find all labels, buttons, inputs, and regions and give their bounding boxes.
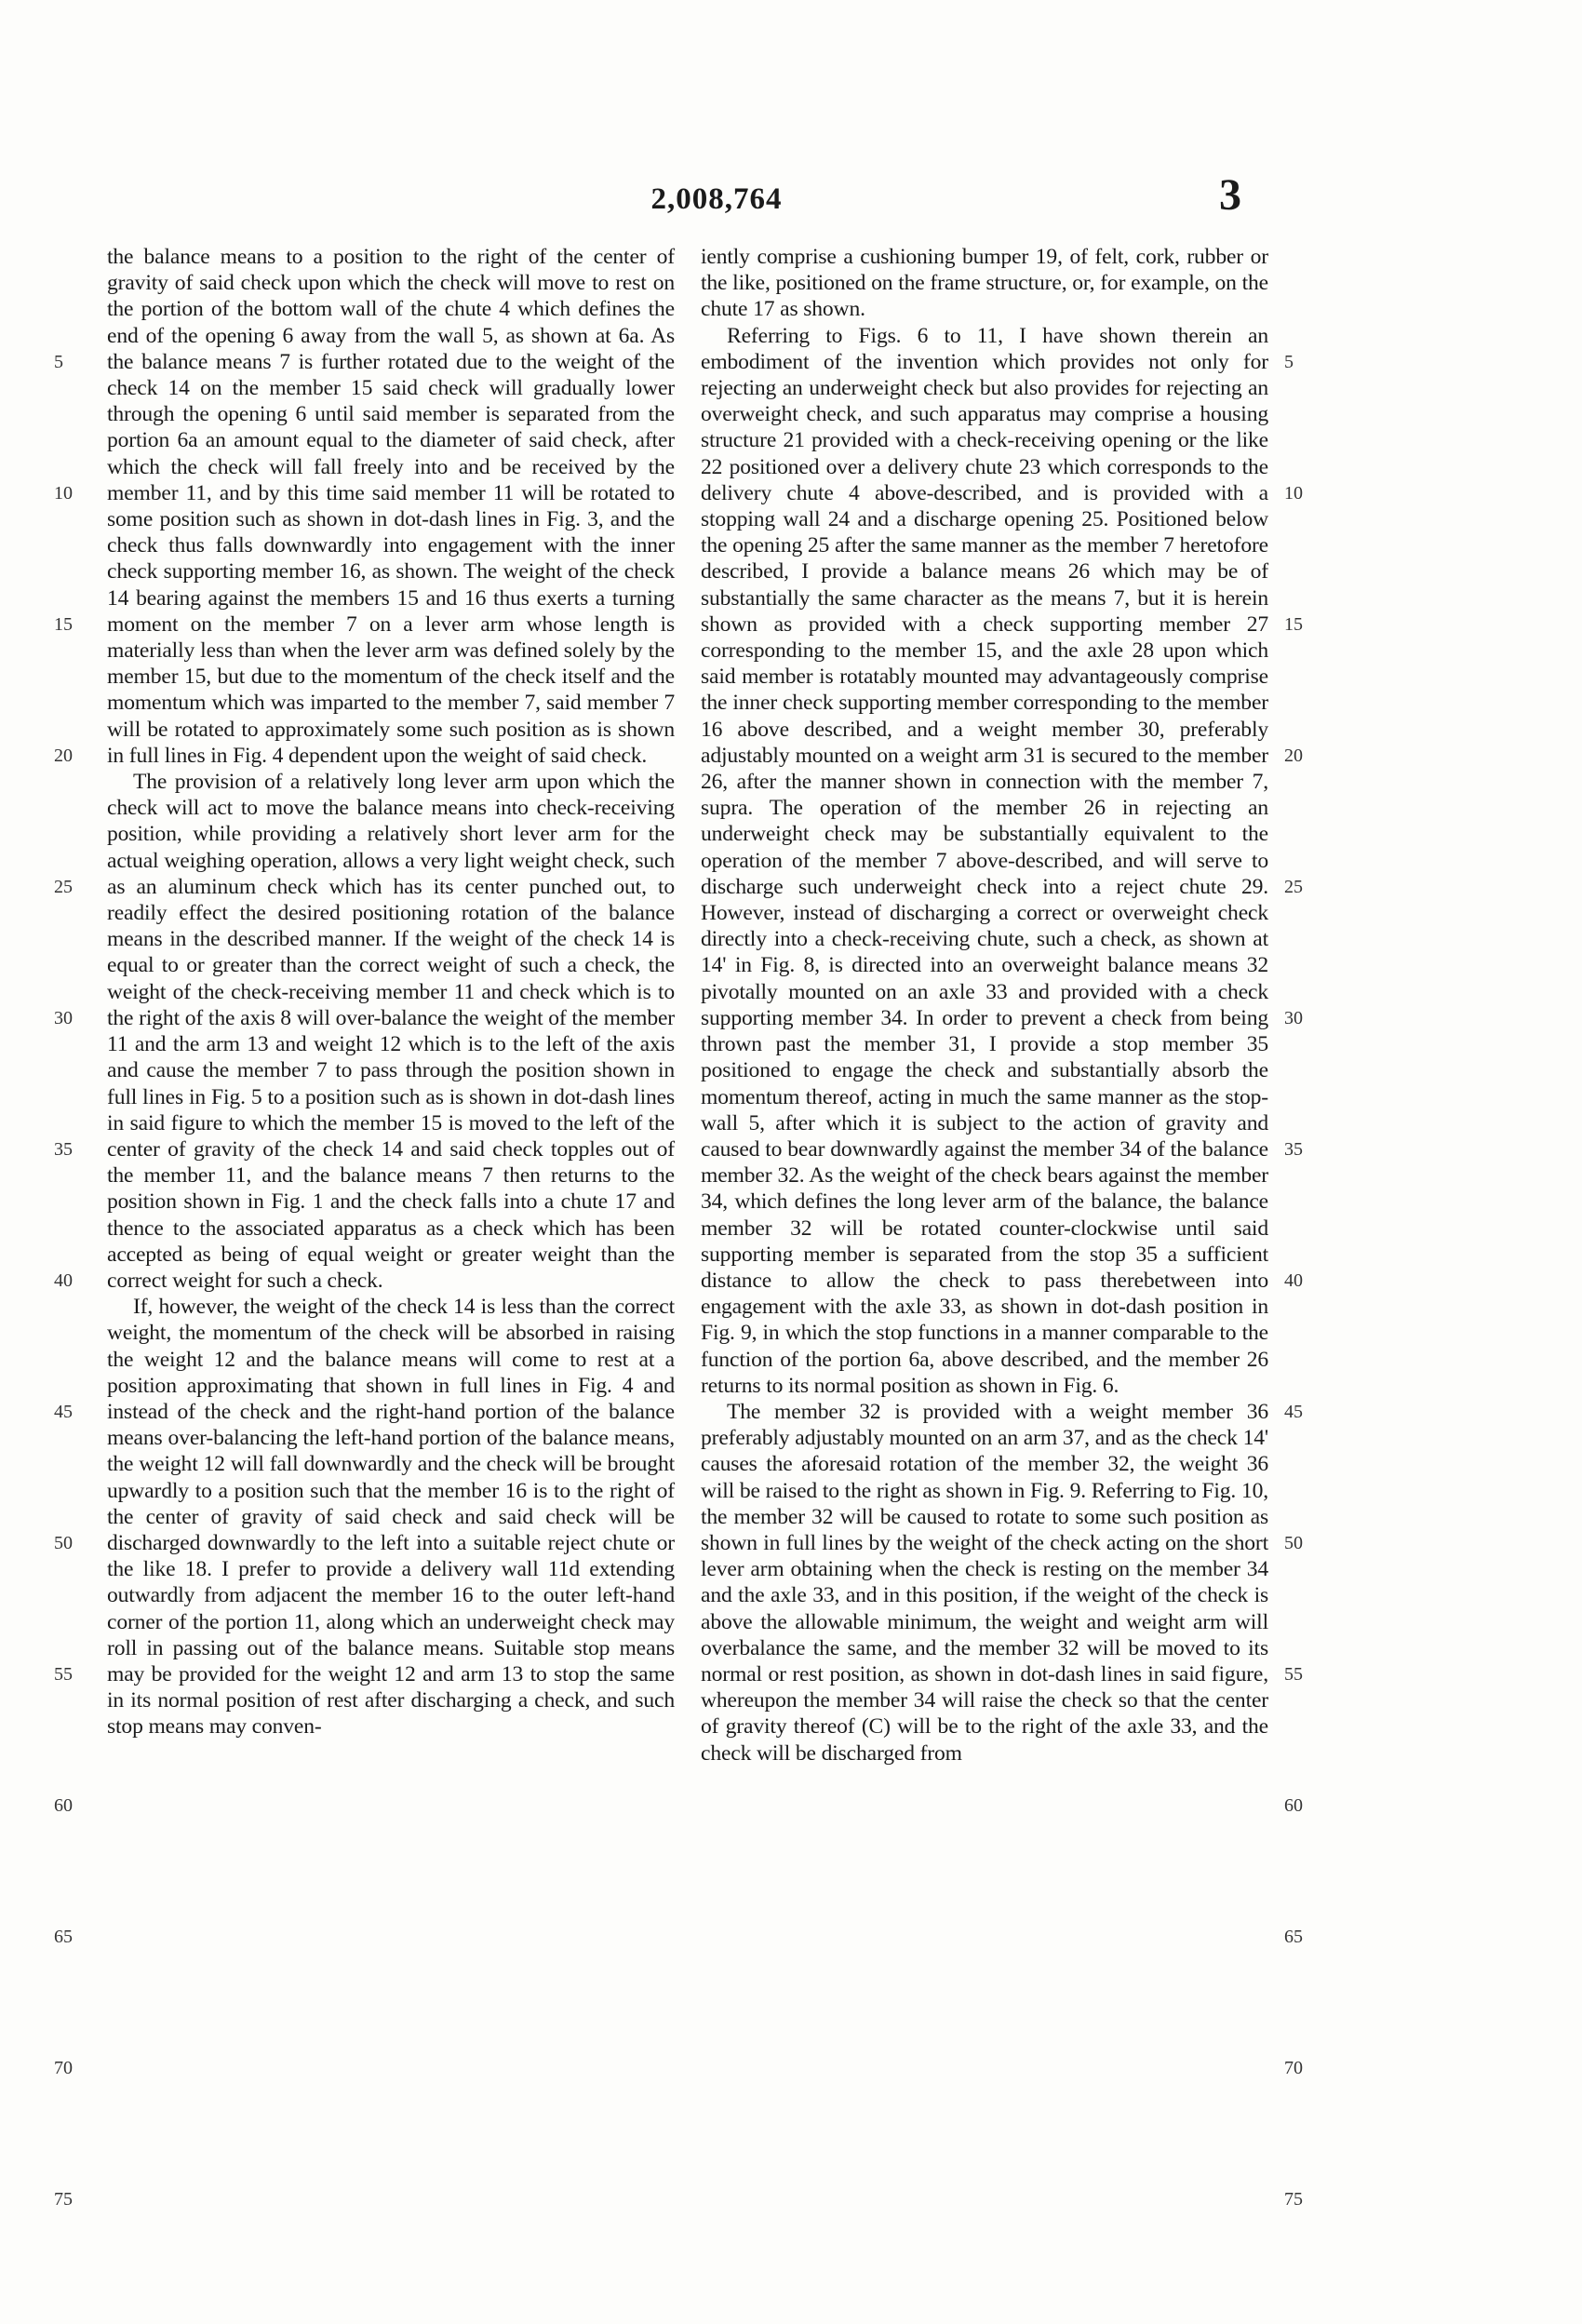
- line-number: 50: [54, 1533, 73, 1553]
- paragraph: If, however, the weight of the check 14 is less than the correct weight, the momentum of the check will be absorbed in raising the weight 12 and the balance means will come to rest at a position approximating that shown in full lines in Fig. 4 and instead of the check and the right-hand portion of the balance means over-balancing the left-hand portion of the balance means, the weight 12 will fall downwardly and the check will be brought upwardly to a position such that the member 16 is to the right of the center of gravity of said check and said check will be discharged downwardly to the left into a suitable reject chute or the like 18. I prefer to provide a delivery wall 11d extending outwardly from adjacent the member 16 to the outer left-hand corner of the portion 11, along which an underweight check may roll in passing out of the balance means. Suitable stop means may be provided for the weight 12 and arm 13 to stop the same in its normal position of rest after discharging a check, and such stop means may conven-: [107, 1295, 675, 1740]
- line-number: 40: [54, 1270, 73, 1291]
- line-number: 60: [1284, 1795, 1303, 1816]
- line-number: 5: [54, 352, 63, 372]
- line-number: 50: [1284, 1533, 1303, 1553]
- line-number: 70: [54, 2058, 73, 2078]
- line-number: 15: [1284, 614, 1303, 635]
- page-number: 3: [1219, 170, 1241, 220]
- line-number: 70: [1284, 2058, 1303, 2078]
- line-number: 25: [54, 877, 73, 897]
- line-number: 25: [1284, 877, 1303, 897]
- line-number: 55: [54, 1664, 73, 1685]
- line-number: 35: [54, 1139, 73, 1160]
- line-number: 75: [54, 2189, 73, 2210]
- line-number: 60: [54, 1795, 73, 1816]
- line-number: 65: [54, 1927, 73, 1947]
- paragraph: the balance means to a position to the right of the center of gravity of said check upon which the check will move to rest on the portion of the bottom wall of the chute 4 which defines the end of the opening 6 away from the wall 5, as shown at 6a. As the balance means 7 is further rotated due to the weight of the check 14 on the member 15 said check will gradually lower through the opening 6 until said member is separated from the portion 6a an amount equal to the diameter of said check, after which the check will fall freely into and be received by the member 11, and by this time said member 11 will be rotated to some position such as shown in dot-dash lines in Fig. 3, and the check thus falls downwardly into engagement with the inner check supporting member 16, as shown. The weight of the check 14 bearing against the members 15 and 16 thus exerts a turning moment on the member 7 on a lever arm whose length is materially less than when the lever arm was defined solely by the member 15, but due to the momentum of the check itself and the momentum which was imparted to the member 7, said member 7 will be rotated to approximately some such position as is shown in full lines in Fig. 4 dependent upon the weight of said check.: [107, 245, 675, 768]
- left-column: [107, 244, 675, 1740]
- line-number: 30: [1284, 1008, 1303, 1028]
- line-number: 10: [54, 483, 73, 504]
- line-number: 65: [1284, 1927, 1303, 1947]
- line-number: 45: [1284, 1402, 1303, 1422]
- patent-number: 2,008,764: [650, 182, 783, 216]
- line-number: 75: [1284, 2189, 1303, 2210]
- paragraph: The member 32 is provided with a weight member 36 preferably adjustably mounted on an arm 37, and as the check 14' causes the aforesaid rotation of the member 32, the weight 36 will be raised to the right as shown in Fig. 9. Referring to Fig. 10, the member 32 will be caused to rotate to some such position as shown in full lines by the weight of the check acting on the short lever arm obtaining when the check is resting on the member 34 and the axle 33, and in this position, if the weight of the check is above the allowable minimum, the weight and weight arm will overbalance the same, and the member 32 will be moved to its normal or rest position, as shown in dot-dash lines in said figure, whereupon the member 34 will raise the check so that the center of gravity thereof (C) will be to the right of the axle 33, and the check will be discharged from: [701, 1399, 1268, 1766]
- line-number: 5: [1284, 352, 1294, 372]
- paragraph: iently comprise a cushioning bumper 19, of felt, cork, rubber or the like, positioned on the frame structure, or, for example, on the chute 17 as shown.: [701, 245, 1268, 322]
- paragraph: The provision of a relatively long lever arm upon which the check will act to move the balance means into check-receiving position, while providing a relatively short lever arm for the actual weighing operation, allows a very light weight check, such as an aluminum check which has its center punched out, to readily effect the desired positioning rotation of the balance means in the described manner. If the weight of the check 14 is equal to or greater than the correct weight of such a check, the weight of the check-receiving member 11 and check which is to the right of the axis 8 will over-balance the weight of the member 11 and the arm 13 and weight 12 which is to the left of the axis and cause the member 7 to pass through the position shown in full lines in Fig. 5 to a position such as is shown in dot-dash lines in said figure to which the member 15 is moved to the left of the center of gravity of the check 14 and said check topples out of the member 11, and the balance means 7 then returns to the position shown in Fig. 1 and the check falls into a chute 17 and thence to the associated apparatus as a check which has been accepted as being of equal weight or greater weight than the correct weight for such a check.: [107, 770, 675, 1293]
- line-number: 20: [54, 746, 73, 766]
- line-number: 20: [1284, 746, 1303, 766]
- paragraph: Referring to Figs. 6 to 11, I have shown therein an embodiment of the invention which provides not only for rejecting an underweight check but also provides for rejecting an overweight check, and such apparatus may comprise a housing structure 21 provided with a check-receiving opening or the like 22 positioned over a delivery chute 23 which corresponds to the delivery chute 4 above-described, and is provided with a stopping wall 24 and a discharge opening 25. Positioned below the opening 25 after the same manner as the member 7 heretofore described, I provide a balance means 26 which may be of substantially the same character as the means 7, but it is herein shown as provided with a check supporting member 27 corresponding to the member 15, and the axle 28 upon which said member is rotatably mounted may advantageously comprise the inner check supporting member corresponding to the member 16 above described, and a weight member 30, preferably adjustably mounted on a weight arm 31 is secured to the member 26, after the manner shown in connection with the member 7, supra. The operation of the member 26 in rejecting an underweight check may be substantially equivalent to the operation of the member 7 above-described, and will serve to discharge such underweight check into a reject chute 29. However, instead of discharging a correct or overweight check directly into a check-receiving chute, such a check, as shown at 14' in Fig. 8, is directed into an overweight balance means 32 pivotally mounted on an axle 33 and provided with a check supporting member 34. In order to prevent a check from being thrown past the member 31, I provide a stop member 35 positioned to engage the check and substantially absorb the momentum thereof, acting in much the same manner as the stop-wall 5, after which it is subject to the action of gravity and caused to bear downwardly against the member 34 of the balance member 32. As the weight of the check bears against the member 34, which defines the long lever arm of the balance, the balance member 32 will be rotated counter-clockwise until said supporting member is separated from the stop 35 a sufficient distance to allow the check to pass therebetween into engagement with the axle 33, as shown in dot-dash position in Fig. 9, in which the stop functions in a manner comparable to the function of the portion 6a, above described, and the member 26 returns to its normal position as shown in Fig. 6.: [701, 323, 1268, 1398]
- line-number: 40: [1284, 1270, 1303, 1291]
- line-number: 30: [54, 1008, 73, 1028]
- right-column: [701, 244, 1268, 1767]
- line-number: 10: [1284, 483, 1303, 504]
- page-header: [0, 170, 1582, 238]
- line-number: 55: [1284, 1664, 1303, 1685]
- line-number: 45: [54, 1402, 73, 1422]
- line-number: 15: [54, 614, 73, 635]
- line-number: 35: [1284, 1139, 1303, 1160]
